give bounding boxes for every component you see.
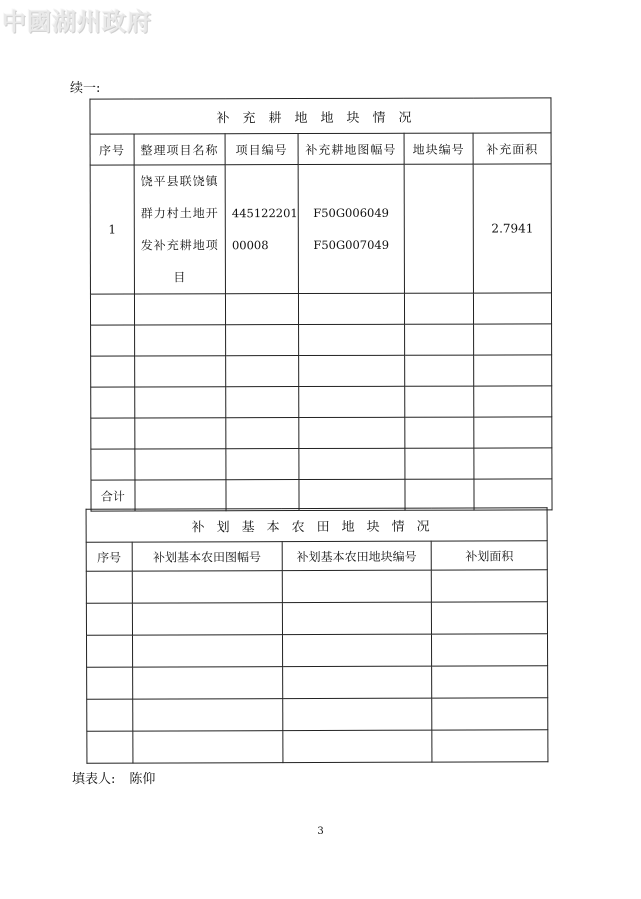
cell-seq: 1 (90, 165, 134, 294)
total-row (91, 479, 552, 511)
supplementary-farmland-table (89, 97, 552, 511)
table1-header-row (90, 133, 551, 165)
map-sheet-line: F50G006049 (313, 205, 389, 221)
col-header-project-name: 整理项目名称 (134, 134, 225, 165)
watermark-logo: 中國湖州政府 (2, 7, 152, 36)
col-header-seq: 序号 (90, 134, 134, 165)
page-number: 3 (317, 826, 324, 837)
table1-title: 补充耕地地块情况 (90, 98, 551, 134)
table-row (91, 324, 552, 356)
table-row (91, 386, 552, 418)
table2-title: 补划基本农田地块情况 (86, 508, 547, 543)
total-label: 合计 (91, 480, 135, 511)
project-name-line: 群力村土地开 (140, 206, 219, 221)
project-code-line: 00008 (231, 238, 269, 253)
table-row (86, 570, 547, 604)
table-row (91, 417, 552, 449)
col-header-area: 补划面积 (431, 541, 547, 570)
table-row (86, 634, 547, 668)
cell-area: 2.7941 (473, 164, 551, 293)
filler-label: 填表人: (72, 772, 116, 787)
table-row (91, 355, 552, 387)
table2-header-row (86, 541, 547, 572)
col-header-plot-no: 补划基本农田地块编号 (282, 541, 432, 571)
col-header-project-code: 项目编号 (225, 134, 298, 165)
col-header-plot-no: 地块编号 (404, 133, 474, 164)
map-sheet-line: F50G007049 (313, 237, 390, 253)
filler-line (72, 768, 155, 787)
cell-project-code (225, 165, 298, 294)
project-name-line: 饶平县联饶镇 (140, 174, 219, 189)
col-header-map-sheet: 补划基本农田图幅号 (132, 542, 282, 572)
table-row (86, 602, 547, 636)
project-name-line: 目 (173, 270, 187, 285)
table-row (91, 448, 552, 480)
cell-project-name (134, 165, 226, 294)
table-row (87, 666, 548, 700)
table-row (87, 730, 548, 764)
col-header-area: 补充面积 (473, 133, 551, 164)
filler-name: 陈仰 (129, 772, 156, 787)
project-name-line: 发补充耕地项 (140, 238, 219, 253)
cell-plot-no (404, 164, 474, 293)
continuation-label: 续一: (70, 81, 101, 96)
table-row (87, 698, 548, 732)
col-header-map-sheet: 补充耕地图幅号 (298, 133, 404, 164)
replacement-basic-farmland-table (86, 507, 549, 764)
table-row (90, 164, 551, 294)
table-row (90, 293, 551, 325)
col-header-seq: 序号 (86, 542, 132, 571)
project-code-line: 445122201 (231, 206, 298, 221)
cell-map-sheets (298, 164, 404, 293)
